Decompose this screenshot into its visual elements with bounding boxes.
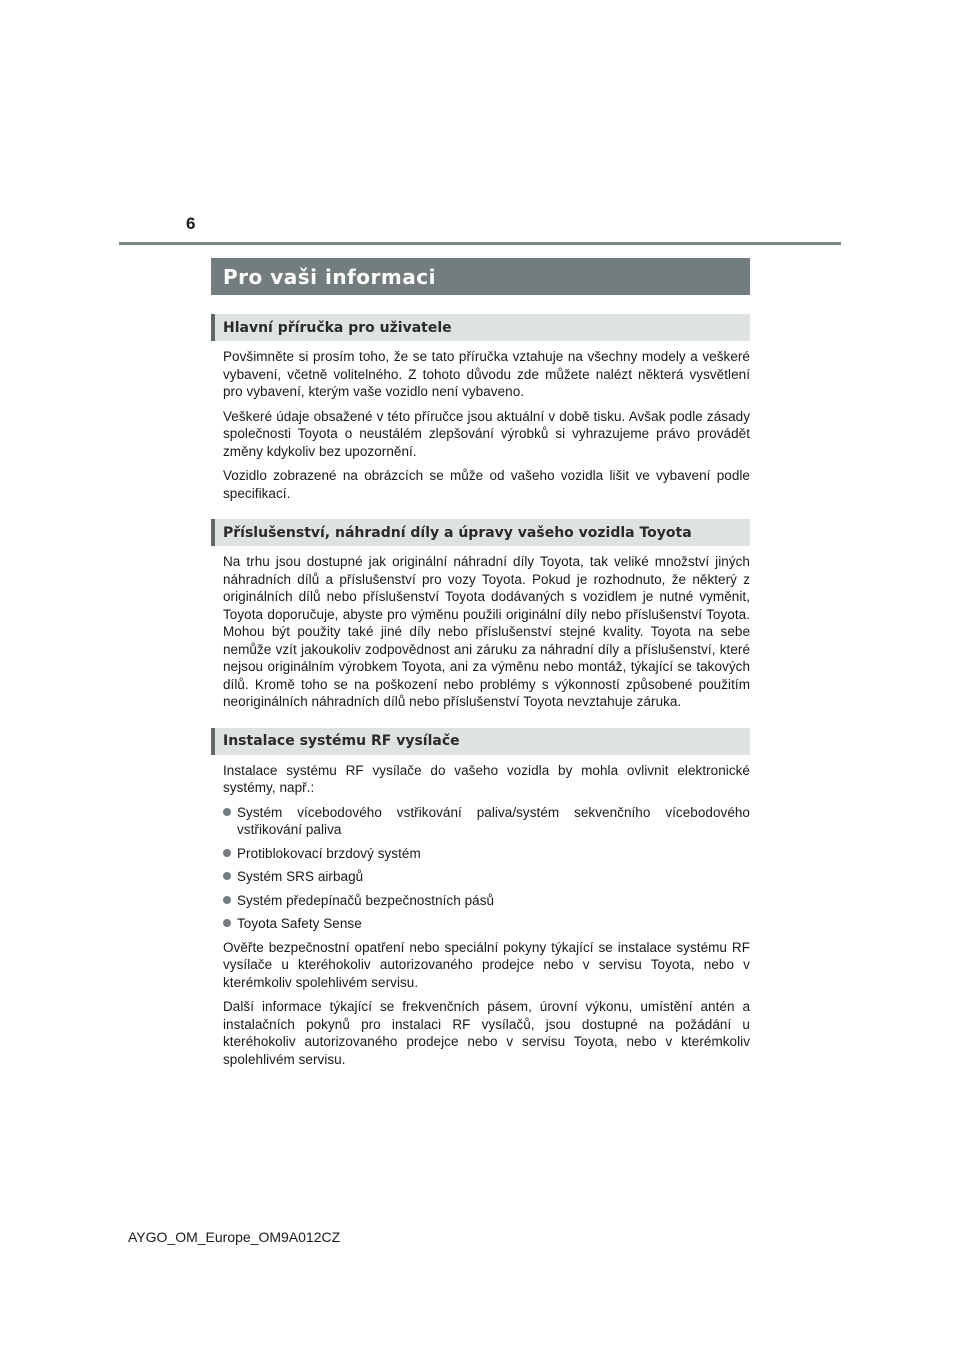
- document-footer-code: AYGO_OM_Europe_OM9A012CZ: [128, 1229, 341, 1245]
- list-item-text: Protiblokovací brzdový systém: [237, 845, 421, 861]
- paragraph: Instalace systému RF vysílače do vašeho vozidla by mohla ovlivnit elektronické systémy, např.:: [223, 762, 750, 795]
- list-item: [223, 892, 750, 910]
- page-content: [211, 258, 750, 1075]
- section-body-main-manual: [211, 348, 750, 502]
- list-item-text: Toyota Safety Sense: [237, 916, 362, 931]
- list-item: [223, 845, 750, 863]
- list-item-text: Systém vícebodového vstřikování paliva/systém sekvenčního vícebodového vstřikování paliva: [237, 804, 750, 837]
- paragraph: Na trhu jsou dostupné jak originální náhradní díly Toyota, tak veliké množství jiných náhradních dílů a příslušenství pro vozy Toyota. Pokud je rozhodnuto, že některý z originálních dílů nebo příslušenství Toyota dodávaných s vozidlem je nutné vyměnit, Toyota doporučuje, abyste pro výměnu použili originální díly nebo příslušenství Toyota. Mohou být použity také jiné díly nebo příslušenství stejné kvality. Toyota na sebe nemůže vzít jakoukoliv zodpovědnost ani záruku za náhradní díly a příslušenství, které nejsou originálním výrobkem Toyota, ani za výměnu nebo montáž, týkající se takových dílů. Kromě toho se na poškození nebo problémy s výkonností způsobené použitím neoriginálních náhradních dílů nebo příslušenství Toyota nevztahuje záruka.: [223, 554, 750, 709]
- paragraph: Vozidlo zobrazené na obrázcích se může od vašeho vozidla lišit ve vybavení podle specifikací.: [223, 468, 750, 501]
- list-item: [223, 804, 750, 839]
- section-heading-text: Hlavní příručka pro uživatele: [223, 319, 452, 336]
- section-heading-text: Instalace systému RF vysílače: [223, 733, 460, 749]
- paragraph: Další informace týkající se frekvenčních pásem, úrovní výkonu, umístění antén a instalačních pokynů pro instalaci RF vysílačů, jsou dostupné na požádání u kteréhokoliv autorizovaného prodejce nebo v servisu Toyota, nebo v kterémkoliv spolehlivém servisu.: [223, 999, 750, 1067]
- paragraph: Povšimněte si prosím toho, že se tato příručka vztahuje na všechny modely a veškeré vybavení, včetně volitelného. Z tohoto důvodu zde můžete nalézt některá vysvětlení pro vybavení, kterým vaše vozidlo není vybaveno.: [223, 349, 750, 399]
- section-heading-rf-transmitter: [211, 728, 750, 755]
- bullet-dot-icon: [223, 808, 231, 816]
- list-item-text: Systém SRS airbagů: [237, 869, 364, 884]
- paragraph: Veškeré údaje obsažené v této příručce jsou aktuální v době tisku. Avšak podle zásady společnosti Toyota o neustálém zlepšování výrobků si vyhrazujeme právo provádět změny kdykoliv bez upozornění.: [223, 408, 750, 459]
- section-body-rf-transmitter: [211, 762, 750, 1069]
- bullet-dot-icon: [223, 919, 231, 927]
- page-number: 6: [186, 214, 196, 233]
- list-item-text: Systém předepínačů bezpečnostních pásů: [237, 892, 495, 908]
- bullet-dot-icon: [223, 872, 231, 880]
- section-heading-accessories: [211, 519, 750, 546]
- page-title: Pro vaši informaci: [223, 264, 436, 289]
- paragraph: Ověřte bezpečnostní opatření nebo speciální pokyny týkající se instalace systému RF vysílače u kteréhokoliv autorizovaného prodejce nebo v servisu Toyota, nebo v kterémkoliv spolehlivém servisu.: [223, 939, 750, 990]
- list-item: [223, 868, 750, 886]
- section-heading-text: Příslušenství, náhradní díly a úpravy vašeho vozidla Toyota: [223, 524, 692, 541]
- page-title-bar: [211, 258, 750, 295]
- section-heading-main-manual: [211, 314, 750, 341]
- header-rule: [119, 242, 841, 245]
- section-body-accessories: [211, 553, 750, 711]
- bullet-dot-icon: [223, 896, 231, 904]
- list-item: [223, 915, 750, 933]
- bullet-dot-icon: [223, 849, 231, 857]
